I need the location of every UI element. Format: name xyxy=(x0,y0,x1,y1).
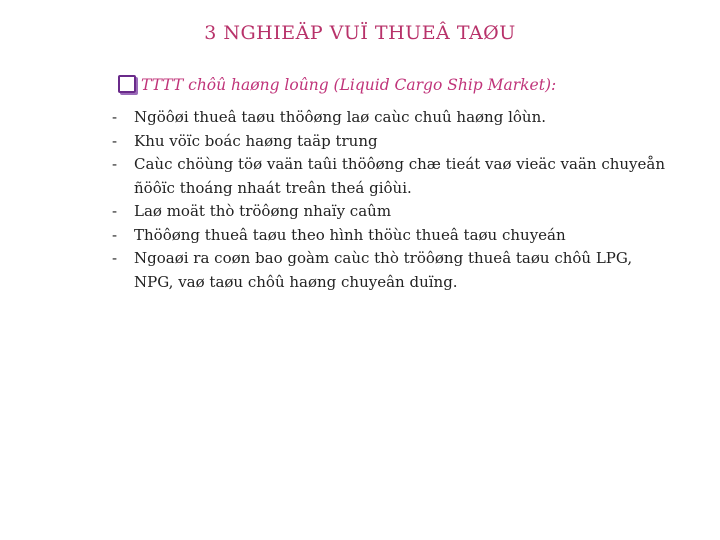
dash-icon: - xyxy=(112,155,118,173)
list-item-text: Thöôøng thueâ taøu theo hình thöùc thueâ taøu chuyeán xyxy=(134,225,566,244)
dash-icon: - xyxy=(112,225,118,244)
list-item-text: Caùc chöùng töø vaän taûi thöôøng chæ tieát vaø vieäc vaän chuyeån ñöôïc thoáng nhaát treân theá giôùi. xyxy=(134,155,665,197)
section-heading-text: TTTT chôû haøng loûng (Liquid Cargo Ship Market): xyxy=(141,76,557,94)
list-item-text: Ngöôøi thueâ taøu thöôøng laø caùc chuû haøng lôùn. xyxy=(134,108,547,126)
list-item-text: Ngoaøi ra coøn bao goàm caùc thò tröôøng thueâ taøu chôû LPG, NPG, vaø taøu chôû haøng chuyeân duïng. xyxy=(134,249,633,291)
dash-icon: - xyxy=(112,131,118,150)
list-item-text: Laø moät thò tröôøng nhaïy caûm xyxy=(134,202,392,220)
section-heading xyxy=(118,76,556,94)
checkbox-bullet-icon xyxy=(118,75,136,93)
list-item xyxy=(108,106,668,130)
list-item-text: Khu vöïc boác haøng taäp trung xyxy=(134,131,378,150)
bullet-list xyxy=(108,106,668,294)
list-item xyxy=(108,200,668,224)
list-item xyxy=(108,247,668,294)
dash-icon: - xyxy=(112,249,118,267)
slide-title: 3 NGHIEÄP VUÏ THUEÂ TAØU xyxy=(204,22,516,44)
dash-icon: - xyxy=(112,202,118,220)
list-item xyxy=(108,130,668,154)
list-item xyxy=(108,224,668,248)
list-item xyxy=(108,153,668,200)
dash-icon: - xyxy=(112,108,118,126)
